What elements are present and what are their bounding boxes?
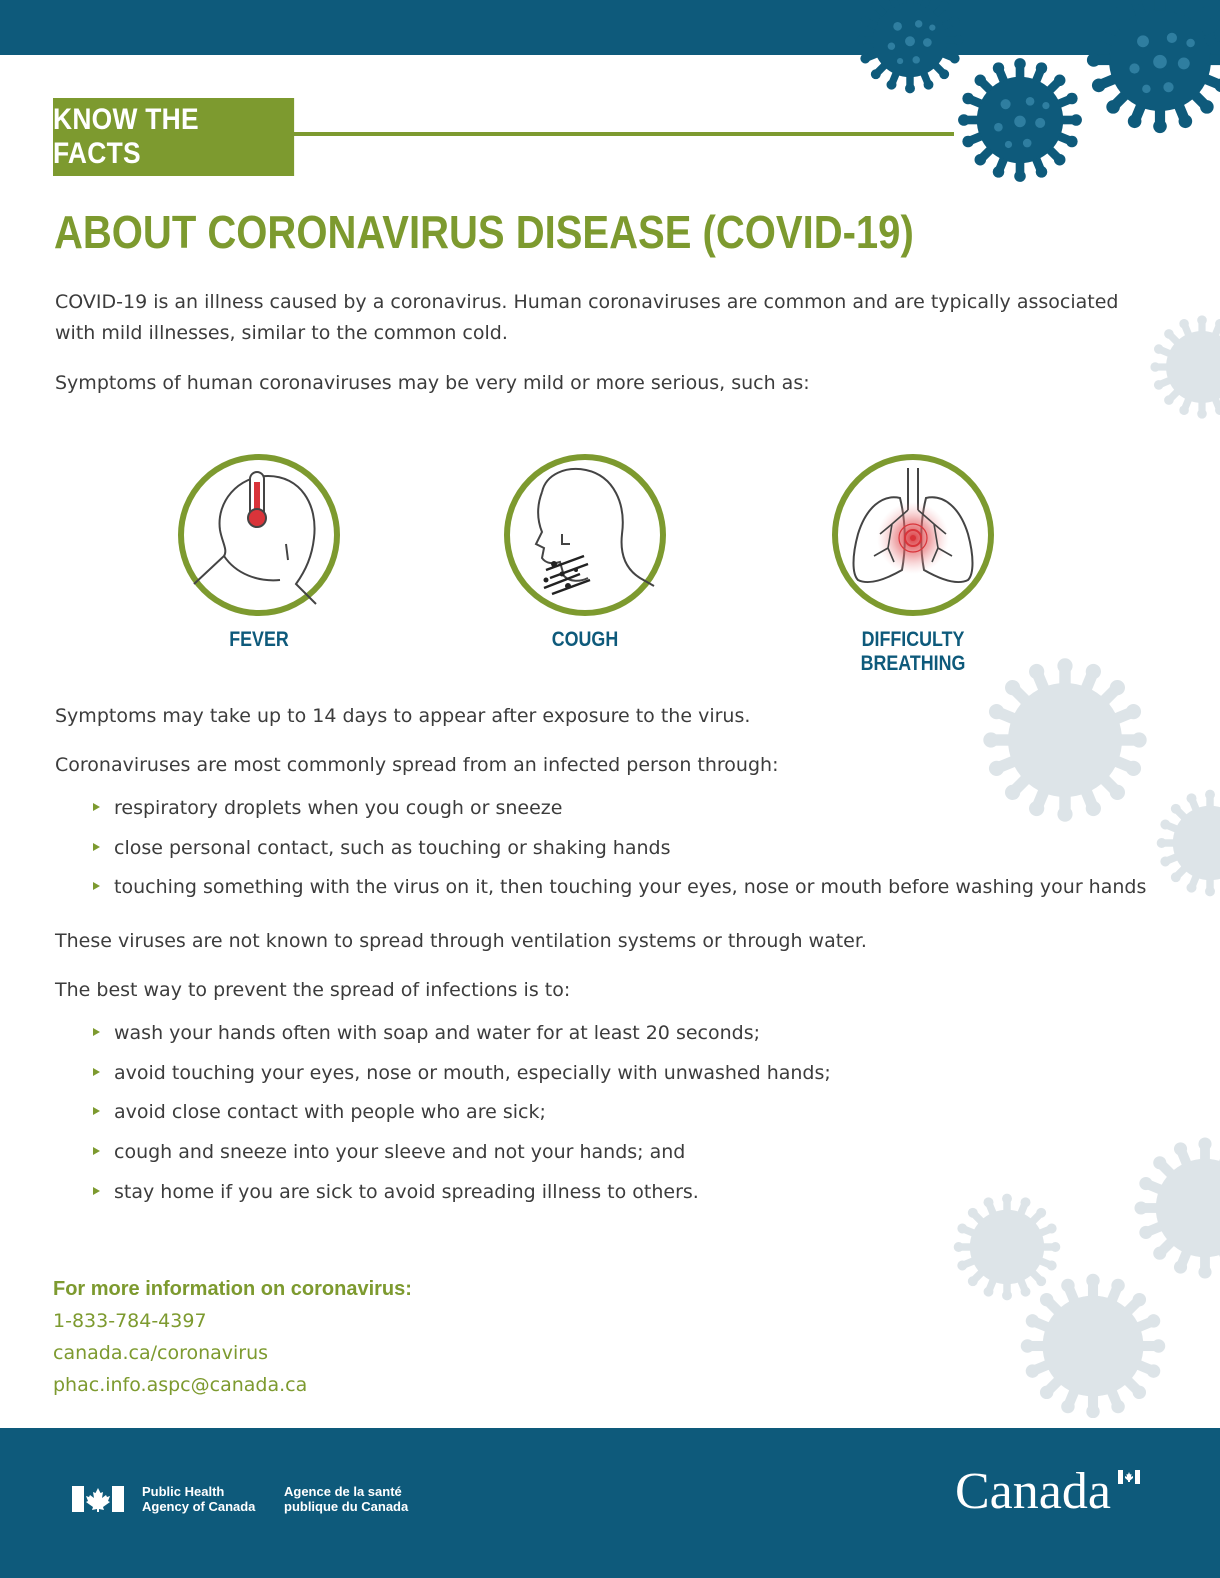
virus-decoration-icon [1145,785,1220,905]
canada-flag-icon [72,1486,124,1512]
list-item: respiratory droplets when you cough or sneeze [90,797,1146,837]
cough-head-icon [502,452,668,618]
intro-line-1: COVID-19 is an illness caused by a coronavirus. Human coronaviruses are common and are typically associated [55,291,1119,313]
symptom-label-fever: FEVER [229,628,289,651]
agency-name-fr: Agence de la santé publique du Canada [284,1484,409,1514]
lungs-icon [830,452,996,618]
more-info-block [53,1273,412,1401]
list-item: wash your hands often with soap and water for at least 20 seconds; [90,1022,831,1062]
symptom-label-difficulty-breathing: DIFFICULTY BREATHING [860,628,966,675]
symptom-label-cough: COUGH [551,628,619,651]
list-item: close personal contact, such as touching or shaking hands [90,837,1146,877]
list-item: touching something with the virus on it, then touching your eyes, nose or mouth before washing your hands [90,876,1146,916]
fever-thermometer-head-icon [176,452,342,618]
prevention-list [90,1022,831,1220]
incubation-text: Symptoms may take up to 14 days to appear after exposure to the virus. [55,705,751,727]
page-title: ABOUT CORONAVIRUS DISEASE (COVID-19) [54,206,914,258]
spread-list [90,797,1146,916]
wordmark-flag-icon [1118,1470,1140,1484]
spread-lead: Coronaviruses are most commonly spread from an infected person through: [55,754,779,776]
virus-decoration-icon [1015,1268,1175,1418]
list-item: avoid touching your eyes, nose or mouth, especially with unwashed hands; [90,1062,831,1102]
list-item: stay home if you are sick to avoid spreading illness to others. [90,1181,831,1221]
know-the-facts-label: KNOW THE FACTS [53,98,294,176]
canada-wordmark: Canada [955,1463,1111,1520]
list-item: cough and sneeze into your sleeve and not your hands; and [90,1141,831,1181]
phone-number: 1-833-784-4397 [53,1310,207,1332]
symptoms-lead: Symptoms of human coronaviruses may be very mild or more serious, such as: [55,372,810,394]
agency-name-en: Public Health Agency of Canada [142,1484,256,1514]
list-item: avoid close contact with people who are sick; [90,1101,831,1141]
website-link[interactable]: canada.ca/coronavirus [53,1342,269,1364]
virus-decoration-icon [1140,312,1220,422]
not-spread-text: These viruses are not known to spread through ventilation systems or through water. [55,930,867,952]
intro-line-2: with mild illnesses, similar to the common cold. [55,322,508,344]
virus-decoration-icon [1125,1135,1220,1285]
virus-illustration-icon [850,0,1220,200]
more-info-heading: For more information on coronavirus: [53,1278,412,1300]
email-link[interactable]: phac.info.aspc@canada.ca [53,1374,308,1396]
prevent-lead: The best way to prevent the spread of infections is to: [55,979,571,1001]
